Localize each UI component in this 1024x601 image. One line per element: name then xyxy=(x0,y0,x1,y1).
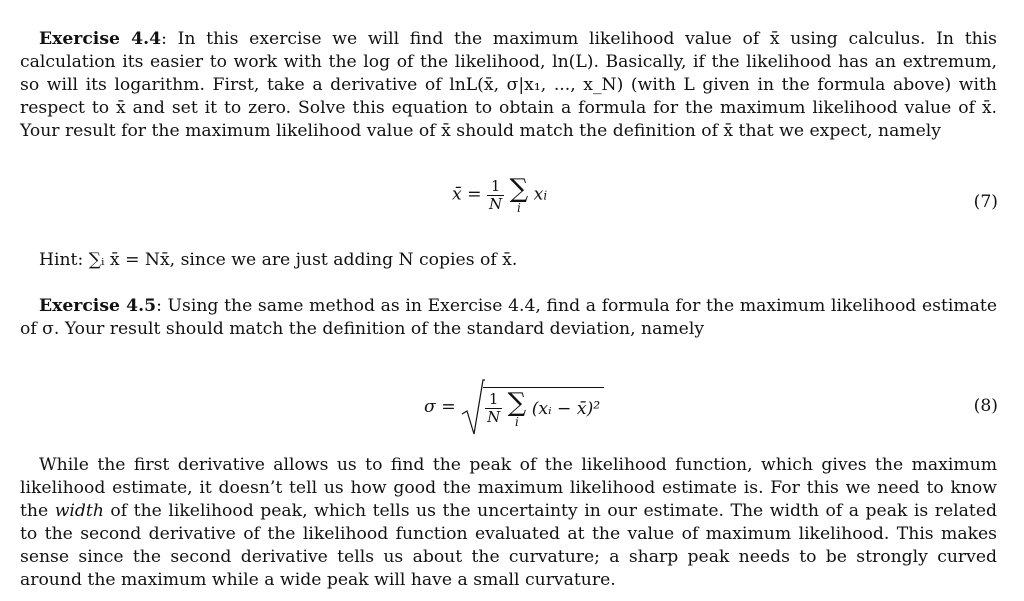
exercise-4-5-paragraph xyxy=(20,295,997,341)
hint-text: Hint: ∑ᵢ x̄ = Nx̄, since we are just adding N copies of x̄. xyxy=(39,250,518,270)
equation-7-sum-symbol: ∑ xyxy=(509,174,529,204)
closing-text-before: While the first derivative allows us to find the peak of the likelihood function, which gives the maximum likelihood estimate, it doesn’t tell us how good the maximum likelihood estimate is. For this we need to know the xyxy=(20,455,997,521)
exercise-4-5-text: : Using the same method as in Exercise 4.4, find a formula for the maximum likelihood estimate of σ. Your result should match the definition of the standard deviation, namely xyxy=(20,296,997,339)
equation-8-radicand xyxy=(483,387,604,428)
hint-paragraph xyxy=(20,249,997,272)
equation-8-sum-index: i xyxy=(515,414,519,429)
equation-7-body xyxy=(452,176,547,214)
exercise-4-4-label: Exercise 4.4 xyxy=(39,29,162,49)
equation-8-numerator: 1 xyxy=(485,391,502,409)
equation-8-denominator: N xyxy=(487,408,501,426)
equation-8-sum xyxy=(507,387,527,429)
exercise-4-5-label: Exercise 4.5 xyxy=(39,296,157,316)
equation-7-term: x xyxy=(533,184,544,205)
equation-8 xyxy=(0,376,1024,446)
equation-7-denominator: N xyxy=(489,194,503,213)
equation-7-term-sub: i xyxy=(543,188,548,203)
closing-text-italic: width xyxy=(54,501,104,521)
equation-8-body xyxy=(424,378,604,436)
equation-7-lhs: x̄ = xyxy=(452,184,482,205)
equation-8-fraction xyxy=(485,391,502,426)
sqrt-radical-icon xyxy=(461,378,485,436)
equation-7-sum-index: i xyxy=(516,201,521,215)
equation-7-fraction xyxy=(487,178,504,213)
equation-7 xyxy=(0,172,1024,242)
equation-7-numerator: 1 xyxy=(487,178,504,196)
closing-paragraph xyxy=(20,454,997,592)
equation-8-number: (8) xyxy=(973,396,998,416)
equation-7-number: (7) xyxy=(973,192,998,212)
equation-8-sum-symbol: ∑ xyxy=(507,387,527,418)
equation-8-lhs: σ = xyxy=(424,397,456,417)
equation-8-term: (xᵢ − x̄)² xyxy=(531,398,601,419)
closing-text-after: of the likelihood peak, which tells us the uncertainty in our estimate. The width of a peak is related to the second derivative of the likelihood function evaluated at the value of maximum likelihood. This makes sense since the second derivative tells us about the curvature; a sharp peak needs to be strongly curved around the maximum while a wide peak will have a small curvature. xyxy=(20,501,997,590)
equation-7-sum xyxy=(510,176,529,214)
exercise-4-4-paragraph xyxy=(20,28,997,143)
exercise-4-4-text: : In this exercise we will find the maximum likelihood value of x̄ using calculus. In this calculation its easier to work with the log of the likelihood, ln(L). Basically, if the likelihood has an extremum, so will its logarithm. First, take a derivative of lnL(x̄, σ|x₁, ..., x_N) (with L given in the formula above) with respect to x̄ and set it to zero. Solve this equation to obtain a formula for the maximum likelihood value of x̄. Your result for the maximum likelihood value of x̄ should match the definition of x̄ that we expect, namely xyxy=(20,29,997,141)
